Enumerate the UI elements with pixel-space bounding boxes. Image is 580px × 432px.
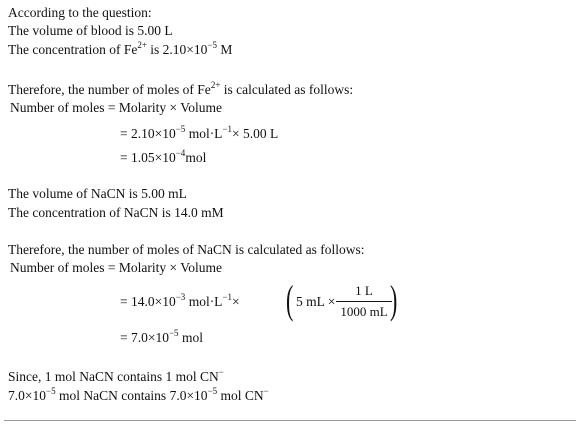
nacn-moles-heading: Therefore, the number of moles of NaCN is calculated as follows: [8, 242, 365, 257]
blood-volume-line: The volume of blood is 5.00 L [8, 23, 173, 38]
fraction-bar [336, 301, 392, 302]
fe-moles-heading: Therefore, the number of moles of $Fe^{2+}$ is calculated as follows: [8, 80, 354, 97]
left-parenthesis: ( [286, 277, 294, 322]
conclusion-line-1: Since, 1 mol NaCN contains 1 mol CN− [8, 367, 224, 384]
nacn-concentration-line: The concentration of NaCN is 14.0 mM [8, 205, 224, 220]
fraction-denominator: 1000 mL [340, 304, 388, 319]
bottom-divider [4, 420, 576, 421]
nacn-volume-line: The volume of NaCN is 5.00 mL [8, 186, 187, 201]
volume-conversion-fraction [286, 274, 400, 330]
conclusion-line-2: $7.0\times 10^{-5}$ mol NaCN contains $7.0\times 10^{-5}$ mol CN− [8, 386, 269, 403]
nacn-moles-formula: Number of moles = Molarity × Volume [10, 260, 222, 275]
right-parenthesis: ) [390, 277, 398, 322]
fe-moles-substitution: = $2.10\times 10^{-5}$ $mol\cdot L^{-1}\times 5.00$ L [120, 124, 279, 141]
fe-moles-formula: Number of moles = Molarity × Volume [10, 100, 222, 115]
nacn-moles-result: = $7.0\times 10^{-5}$ mol [120, 328, 203, 345]
nacn-moles-substitution: = $14.0\times 10^{-3}$ $mol\cdot L^{-1}\times$ [120, 292, 240, 309]
volume-term: 5 mL × [296, 294, 336, 309]
fe-moles-result: = $1.05\times 10^{-4}mol$ [120, 148, 207, 165]
fraction-numerator: 1 L [355, 283, 373, 298]
intro-line: According to the question: [8, 5, 152, 20]
fe-concentration-line: The concentration of $Fe^{2+}$ is $2.10\times 10^{-5}$ M [8, 40, 233, 57]
